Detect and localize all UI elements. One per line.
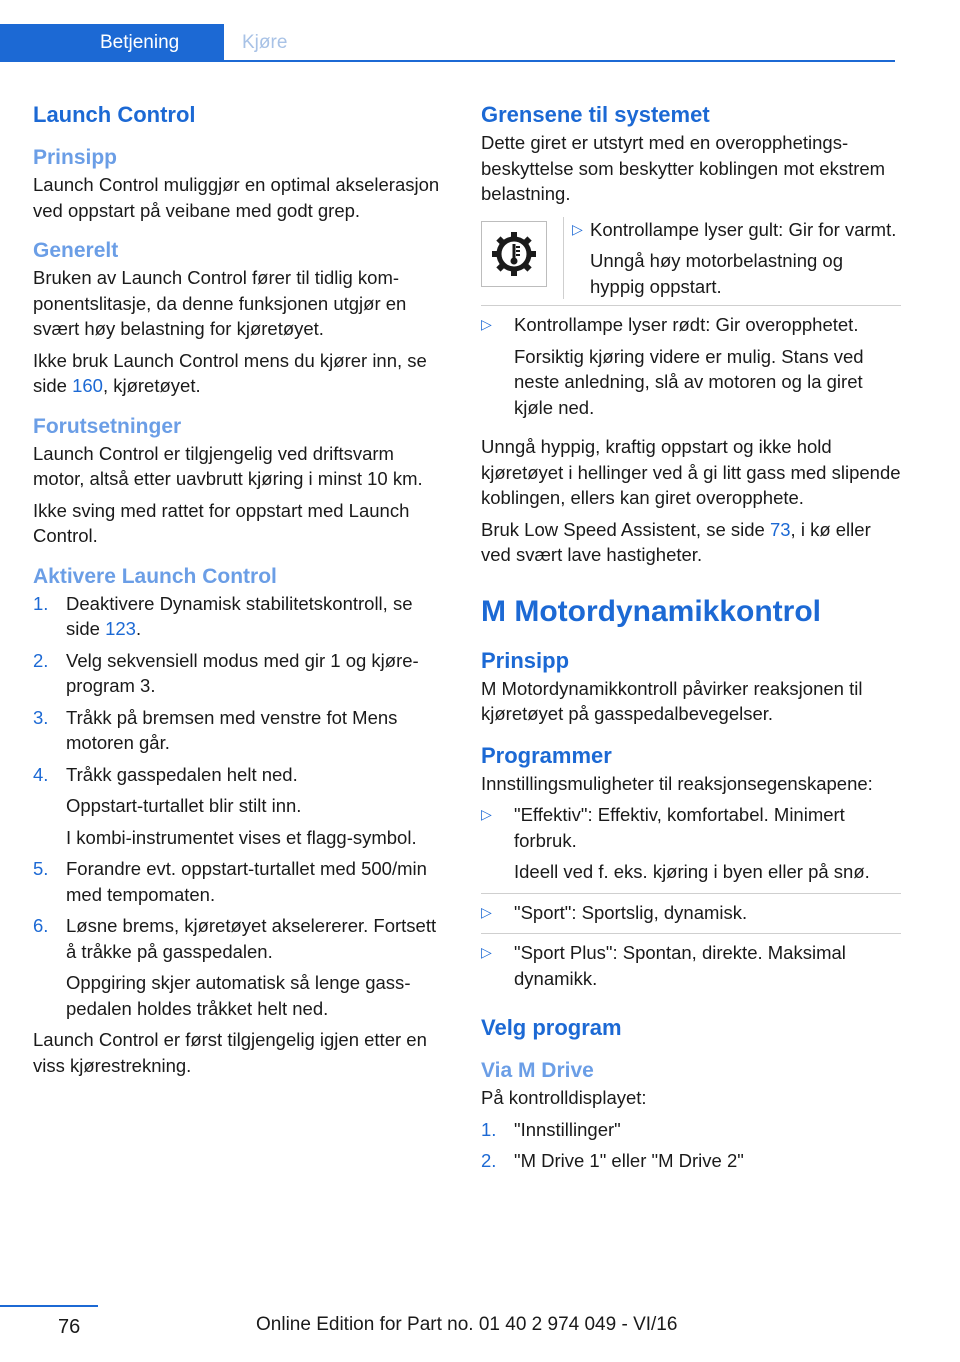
step-number: 1. <box>481 1118 497 1140</box>
tab-betjening[interactable]: Betjening <box>0 24 224 62</box>
programs-text: Innstillingsmuligheter til reaksjonsegenskapene: <box>481 772 873 794</box>
general-text-1: Bruken av Launch Control fører til tidlig komponentslitasje, da denne funksjonen utgjør en svært høy belastning for kjøretøyet. <box>33 267 407 339</box>
heading-via-m-drive: Via M Drive <box>481 1059 594 1082</box>
step-number: 4. <box>33 763 49 785</box>
limits-text: Dette giret er utstyrt med en overopphetingsbeskyttelse som beskytter koblingen mot ekstrem belastning. <box>481 132 886 204</box>
heading-m-motordynamik: M Motordynamikkontrol <box>481 594 822 628</box>
heading-general: Generelt <box>33 239 119 262</box>
step-4 <box>33 762 445 851</box>
step-subtext: Oppgiring skjer automatisk så lenge gasspedalen holdes tråkket helt ned. <box>66 972 411 1019</box>
step-text: Deaktivere Dynamisk stabilitetskontroll, se side <box>66 592 413 639</box>
step-text: Forandre evt. oppstart-turtallet med 500/min med tempomaten. <box>66 858 427 905</box>
triangle-right-icon: ▷ <box>481 316 492 332</box>
avoid-text: Unngå hyppig, kraftig oppstart og ikke hold kjøretøyet i hellinger ved å gi litt gass med slipende koblingen, ellers kan giret overopphete. <box>481 436 901 508</box>
program-main: "Sport Plus": Spontan, direkte. Maksimal dynamikk. <box>514 942 846 989</box>
left-column <box>33 100 445 1078</box>
step-text: Tråkk på bremsen med venstre fot Mens motoren går. <box>66 706 398 753</box>
step-number: 1. <box>33 592 49 614</box>
warning-yellow-row <box>481 217 901 307</box>
step-2 <box>33 648 445 699</box>
lowspeed-a: Bruk Low Speed Assistent, se side <box>481 518 770 540</box>
page-link-73[interactable]: 73 <box>769 518 791 540</box>
step-number: 2. <box>33 649 49 671</box>
step-text: "Innstillinger" <box>514 1118 621 1140</box>
principle-text: Launch Control muliggjør en optimal akselerasjon ved oppstart på veibane med godt grep. <box>33 174 440 221</box>
program-item <box>481 796 901 894</box>
step-text-end: . <box>135 618 142 639</box>
step-number: 3. <box>33 706 49 728</box>
activate-steps <box>33 591 445 1022</box>
via-steps <box>481 1117 901 1174</box>
programs-list <box>481 796 901 999</box>
program-item <box>481 894 901 935</box>
triangle-right-icon: ▷ <box>481 903 492 920</box>
triangle-right-icon: ▷ <box>572 220 583 237</box>
closing-text: Launch Control er først tilgjengelig igjen etter en viss kjørestrekning. <box>33 1029 427 1076</box>
step-text: Tråkk gasspedalen helt ned. <box>66 763 298 785</box>
section-title-launch-control: Launch Control <box>33 102 196 127</box>
general-text-2 <box>33 348 445 399</box>
heading-select-program: Velg program <box>481 1015 622 1040</box>
step-text: Velg sekvensiell modus med gir 1 og kjøreprogram 3. <box>66 649 419 696</box>
warning-yellow-sub: Unngå høy motorbelastning og hyppig oppstart. <box>590 250 843 297</box>
warning-yellow-main: Kontrollampe lyser gult: Gir for varmt. <box>590 218 897 240</box>
warning-red-main: Kontrollampe lyser rødt: Gir overopphetet. <box>514 314 859 335</box>
page-link-160[interactable]: 160 <box>72 375 103 396</box>
via-step-1 <box>481 1117 901 1143</box>
step-subtext: Oppstart-turtallet blir stilt inn. <box>66 795 302 816</box>
lowspeed-b: , i kø eller ved svært lave hastigheter. <box>481 518 871 565</box>
program-item <box>481 934 901 999</box>
general-text-2-a: Ikke bruk Launch Control mens du kjører inn, se side <box>33 349 427 396</box>
prereq-text-1: Launch Control er tilgjengelig ved driftsvarm motor, altså etter uavbrutt kjøring i minst 10 km. <box>33 442 423 489</box>
program-main: "Effektiv": Effektiv, komfortabel. Minimert forbruk. <box>514 804 845 851</box>
heading-principle: Prinsipp <box>33 146 118 169</box>
heading-programs: Programmer <box>481 742 612 768</box>
page-number: 76 <box>58 1316 81 1338</box>
step-text: "M Drive 1" eller "M Drive 2" <box>514 1150 744 1171</box>
via-step-2 <box>481 1148 901 1174</box>
m-principle-text: M Motordynamikkontroll påvirker reaksjonen til kjøretøyet på gasspedalbevegelser. <box>481 677 863 724</box>
step-number: 6. <box>33 915 49 936</box>
via-text: På kontrolldisplayet: <box>481 1087 647 1108</box>
heading-prerequisites: Forutsetninger <box>33 414 182 438</box>
heading-m-principle: Prinsipp <box>481 647 570 673</box>
heading-activate: Aktivere Launch Control <box>33 564 277 588</box>
warning-yellow-text <box>563 217 901 300</box>
edition-text: Online Edition for Part no. 01 40 2 974 049 - VI/16 <box>256 1314 678 1335</box>
heading-limits: Grensene til systemet <box>481 102 710 127</box>
warning-red-sub: Forsiktig kjøring videre er mulig. Stans ved neste anledning, slå av motoren og la giret kjøle ned. <box>514 345 864 418</box>
triangle-right-icon: ▷ <box>481 806 492 822</box>
tab-kjore[interactable]: Kjøre <box>242 32 288 53</box>
step-3 <box>33 705 445 756</box>
step-6 <box>33 913 445 1021</box>
step-5 <box>33 856 445 907</box>
lowspeed-text <box>481 517 901 568</box>
warning-red-item <box>481 306 901 428</box>
step-number: 2. <box>481 1150 497 1171</box>
general-text-2-b: , kjøretøyet. <box>102 375 201 396</box>
prereq-text-2: Ikke sving med rattet for oppstart med Launch Control. <box>33 499 410 546</box>
triangle-right-icon: ▷ <box>481 944 492 960</box>
program-main: "Sport": Sportslig, dynamisk. <box>514 901 748 923</box>
step-text: Løsne brems, kjøretøyet akselererer. Fortsett å tråkke på gasspedalen. <box>66 915 437 962</box>
step-number: 5. <box>33 858 49 879</box>
right-column <box>481 100 901 1180</box>
program-sub: Ideell ved f. eks. kjøring i byen eller på snø. <box>514 861 870 882</box>
gear-temperature-icon <box>481 221 547 287</box>
footer-rule <box>0 1305 98 1307</box>
page-link-123[interactable]: 123 <box>105 618 136 639</box>
step-subtext: I kombi-instrumentet vises et flagg-symbol. <box>66 826 417 848</box>
header-tabbar <box>0 24 895 62</box>
step-1 <box>33 591 445 642</box>
